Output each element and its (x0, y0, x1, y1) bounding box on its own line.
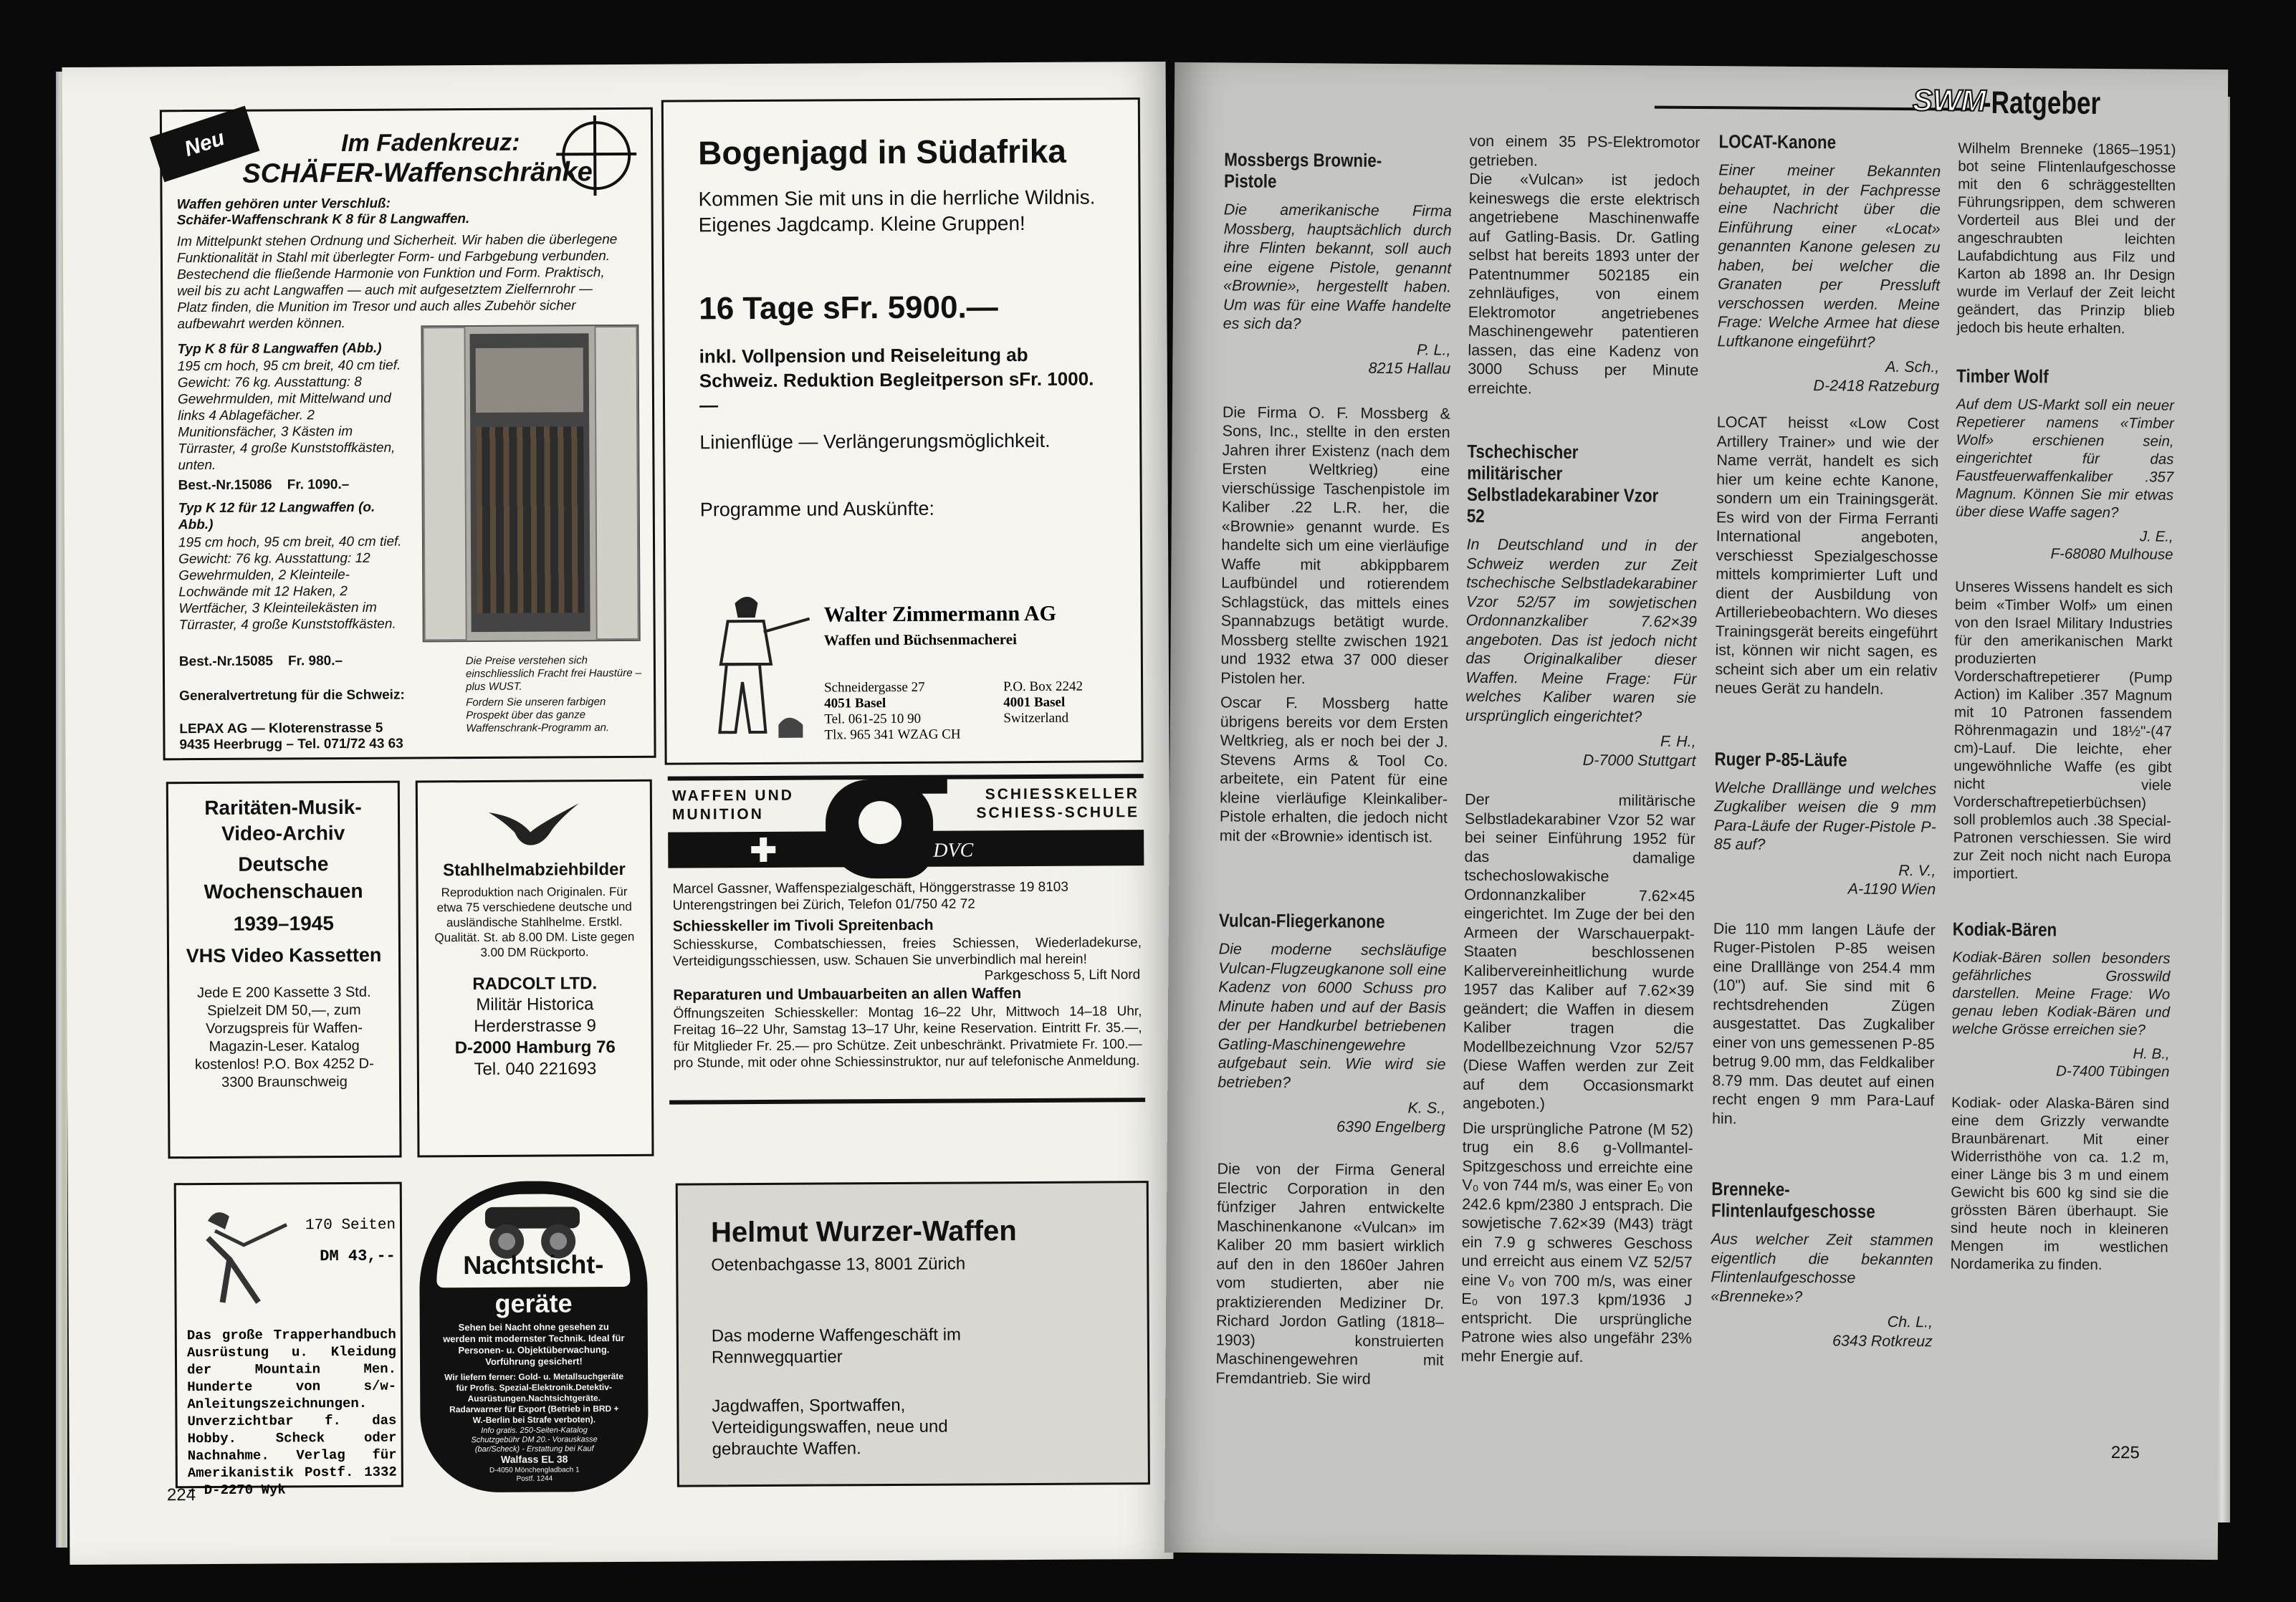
line1: Raritäten-Musik- (204, 795, 362, 820)
line4: Wochenschauen (204, 879, 363, 903)
signature-locat-2: D-2418 Ratzeburg (1813, 376, 1940, 395)
answer-mossberg-1: Die Firma O. F. Mossberg & Sons, Inc., stellte in den ersten Jahren ihrer Existenz (nach dem Ersten Weltkrieg) eine vierschüssige Taschenpistole im Kaliber .22 L.R. her, die «Brownie» genannt wurde. Es handelte sich um eine vierläufige Waffe mit abkippbarem Laufbündel und rotierendem Schlagstück, das mittels eines Spannabzugs betätigt wurde. Mossberg stellte zwischen 1921 und 1932 etwa 37 000 dieser Pistolen her. (1220, 403, 1450, 687)
ad-bogenjagd (661, 97, 1144, 764)
company-sub: Waffen und Büchsenmacherei (823, 630, 1017, 649)
answer-mossberg-2: Oscar F. Mossberg hatte übrigens bereits vor dem Ersten Weltkrieg, als er noch bei der J. Stevens Arms & Tool Co. arbeitete, ein Patent für eine kleine vierläufige Kleinkaliber-Pistole erhalten, die jedoch nicht mit der «Brownie» identisch ist. (1219, 694, 1449, 845)
left-page (62, 62, 1174, 1565)
answer-locat: LOCAT heisst «Low Cost Artillery Trainer» und wie der Name verrät, handelt es sich hier um keine echte Kanone, sondern um ein Trainingsgerät. Es wird von der Firma Ferranti International angeboten, verschiesst Spezialgeschosse mittels komprimierter Luft und dient der Ausbildung von Artilleriebeobachtern. Wo dieses Trainingsgerät bereits eingeführt ist, können wir nicht sagen, es scheint sich aber um ein relativ neues Gerät zu handeln. (1715, 413, 1939, 698)
ad-title: Bogenjagd in Südafrika (698, 132, 1067, 172)
ad-schaefer (160, 107, 656, 761)
page-number-left: 224 (166, 1485, 196, 1505)
ad-title-line2: SCHÄFER-Waffenschränke (242, 157, 593, 189)
section1-text: Schiesskurse, Combatschiessen, freies Schiessen, Wiederladekurse, Verteidigungsschiessen, usw. Schauen Sie unverbindlich mal herein! (672, 935, 1142, 969)
company-line2: Militär Historica (476, 994, 594, 1015)
ad-subtitle2: Schäfer-Waffenschrank K 8 für 8 Langwaffen. (176, 211, 470, 229)
company-line4: D-2000 Hamburg 76 (454, 1037, 616, 1058)
company-name: Walter Zimmermann AG (823, 601, 1057, 627)
k8-text: 195 cm hoch, 95 cm breit, 40 cm tief. Gewicht: 76 kg. Ausstattung: 8 Gewehrmulden, mit Mittelwand und links 4 Ablagefächer. 2 Munitionsfächer, 3 Kästen im Türraster, 4 große Kunststoffkästen, unten. (177, 358, 401, 474)
pages: 170 Seiten (305, 1217, 396, 1234)
ad-flights: Linienflüge — Verlängerungsmöglichkeit. (699, 429, 1051, 454)
line2: Video-Archiv (221, 821, 345, 845)
header-left1: WAFFEN UND (671, 787, 794, 805)
header-right1: SCHIESSKELLER (985, 785, 1139, 803)
gv-line2: LEPAX AG — Kloterenstrasse 5 (179, 720, 383, 737)
signature-vzor52-1: F. H., (1660, 732, 1696, 750)
heading-kodiak: Kodiak-Bären (1952, 918, 2057, 941)
signature-locat-1: A. Sch., (1885, 358, 1940, 376)
column-4 (1950, 140, 2176, 1280)
header-left2: MUNITION (671, 805, 764, 823)
addr-line1: Schneidergasse 27 (824, 679, 925, 696)
title-line1: Nachtsicht- (463, 1250, 604, 1280)
firm-address: D-4050 Mönchengladbach 1 Postf. 1244 (489, 1466, 580, 1483)
question-timberwolf: Auf dem US-Markt soll ein neuer Repetierer namens «Timber Wolf» erschienen sein, eingerichtet für das Faustfeuerwaffenkaliber .357 Magnum. Können Sie mir etwas über diese Waffe sagen? (1955, 395, 2175, 522)
gassner-logo: DVC (826, 780, 934, 879)
ad-intro: Im Mittelpunkt stehen Ordnung und Sicherheit. Wir haben die überlegene Funktionalität in Stahl mit überlegter Form- und Farbgebung verbunden. Bestechend die fließende Harmonie von Funktion und Form. Praktisch, weil bis zu acht Langwaffen — auch mit aufgesetztem Zielfernrohr — Platz finden, die Munition im Tresor und auch alles Zubehör sicher aufbewahrt werden können. (176, 231, 618, 332)
answer-brenneke: Wilhelm Brenneke (1865–1951) bot seine Flintenlaufgeschosse mit den 6 schräggestellten Führungsrippen, dem schweren Vorderteil aus Blei und der angeschraubten leichten Laufabdichtung aus Filz und Karton ab 1898 an. Ihr Design wurde im Verlauf der Zeit leicht geändert, das Prinzip blieb jedoch bis heute erhalten. (1956, 140, 2176, 337)
k12-title: Typ K 12 für 12 Langwaffen (o. Abb.) (178, 499, 376, 533)
addr-line4: Tlx. 965 341 WZAG CH (824, 726, 961, 743)
ad-gassner (668, 774, 1146, 1163)
signature-ruger-2: A-1190 Wien (1847, 880, 1936, 898)
eagle-icon (487, 800, 580, 847)
heading-ruger: Ruger P-85-Läufe (1714, 747, 1847, 770)
price-note: Die Preise verstehen sich einschliesslich Fracht frei Haustüre – plus WUST. (465, 654, 642, 694)
answer-ruger: Die 110 mm langen Läufe der Ruger-Pistolen P-85 weisen eine Dralllänge von 254.4 mm (10") auf. Sie sind mit 6 rechtsdrehenden Zügen ausgestattet. Das Zugkaliber einer von uns gemessenen P-85 betrug 9.00 mm, das Feldkaliber 8.79 mm. Das deutet auf einen recht engen 9 mm Para-Lauf hin. (1711, 919, 1936, 1127)
question-kodiak: Kodiak-Bären sollen besonders gefährliches Grosswild darstellen. Meine Frage: Wo genau leben Kodiak-Bären und welche Grösse erreichen sie? (1951, 949, 2171, 1039)
page-number-right: 225 (2110, 1443, 2140, 1463)
heading-locat: LOCAT-Kanone (1718, 130, 1837, 153)
body: Jede E 200 Kassette 3 Std. Spielzeit DM 50,—, zum Vorzugspreis für Waffen-Magazin-Leser. Katalog kostenlos! P.O. Box 4252 D-3300 Braunschweig (194, 984, 374, 1090)
po-line3: Switzerland (1003, 710, 1069, 726)
heading-vzor52: Tschechischer militärischer Selbstladekarabiner Vzor 52 (1466, 440, 1659, 527)
price: DM 43,-- (320, 1247, 396, 1266)
question-vulcan: Die moderne sechsläufige Vulcan-Flugzeugkanone soll eine Kadenz von 6000 Schuss pro Minute haben und auf der Basis der per Handkurbel betriebenen Gatling-Maschinengewehre aufgebaut sein. Wie wird sie betrieben? (1218, 940, 1447, 1091)
signature-brenneke-2: 6343 Rotkreuz (1832, 1331, 1933, 1350)
section1-place: Parkgeschoss 5, Lift Nord (984, 967, 1141, 984)
swm-logo: SWM (1912, 83, 1986, 117)
address: Oetenbachgasse 13, 8001 Zürich (711, 1254, 966, 1275)
company-line5: Tel. 040 221693 (474, 1059, 597, 1080)
catalog-note: Fordern Sie unseren farbigen Prospekt über das ganze Waffenschrank-Programm an. (466, 696, 610, 735)
trapper-illustration (186, 1194, 295, 1310)
addr-line3: Tel. 061-25 10 90 (824, 711, 922, 727)
line3: Deutsche (238, 853, 329, 876)
right-page (1164, 62, 2228, 1560)
text2: Jagdwaffen, Sportwaffen, Verteidigungswaffen, neue und gebrauchte Waffen. (712, 1395, 948, 1459)
po-line1: P.O. Box 2242 (1003, 678, 1083, 695)
gv-line3: 9435 Heerbrugg – Tel. 071/72 43 63 (179, 736, 403, 753)
answer-vzor52-2: Die ursprüngliche Patrone (M 52) trug ein 8.6 g-Vollmantel-Spitzgeschoss und erreichte eine V₀ von 744 m/s, was einer E₀ von 242.6 kpm/2380 J entsprach. Die sowjetische 7.62×39 (M43) trägt ein 7.9 g schweres Geschoss und erreicht aus einem VZ 52/57 eine V₀ von 700 m/s, was einer E₀ von 197.3 kpm/1936 J entspricht. Die ursprüngliche Patrone wies also ungefähr 23% mehr Energie auf. (1460, 1119, 1693, 1366)
signature-vulcan-1: K. S., (1407, 1099, 1446, 1117)
ad-price: 16 Tage sFr. 5900.— (699, 289, 998, 327)
body: Reproduktion nach Originalen. Für etwa 75 verschiedene deutsche und ausländische Stahlhelme. Erstkl. Qualität. St. ab 8.00 DM. Liste gegen 3.00 DM Rückporto. (434, 884, 635, 960)
signature-vzor52-2: D-7000 Stuttgart (1582, 751, 1696, 769)
question-mossberg: Die amerikanische Firma Mossberg, hauptsächlich durch ihre Flinten bekannt, soll auch eine eigene Pistole, genannt «Brownie», hergestellt haben. Um was für eine Waffe handelte es sich da? (1223, 201, 1452, 333)
line6: VHS Video Kassetten (186, 944, 382, 967)
text: Sehen bei Nacht ohne gesehen zu werden mit modernster Technik. Ideal für Personen- u. Objektüberwachung. Vorführung gesichert! (443, 1321, 625, 1367)
heading-brenneke: Brenneke-Flintenlaufgeschosse (1711, 1178, 1875, 1222)
signature-kodiak-1: H. B., (2133, 1045, 2170, 1063)
column-1 (1215, 148, 1452, 1394)
list: Wir liefern ferner: Gold- u. Metallsuchgeräte für Profis. Spezial-Elektronik.Detektiv-Ausrüstungen.Nachtsichtgeräte. Radarwarner für Export (Betrieb in BRD + W.-Berlin bei Strafe verboten). (444, 1371, 624, 1426)
k8-title: Typ K 8 für 8 Langwaffen (Abb.) (177, 340, 382, 358)
title-line2: geräte (494, 1288, 573, 1318)
signature-timberwolf-2: F-68080 Mulhouse (2050, 545, 2173, 563)
signature-mossberg-2: 8215 Hallau (1368, 359, 1451, 378)
ad-intro: Kommen Sie mit uns in die herrliche Wildnis. Eigenes Jagdcamp. Kleine Gruppen! (698, 186, 1096, 236)
section1-title: Schiesskeller im Tivoli Spreitenbach (672, 916, 934, 935)
signature-brenneke-1: Ch. L., (1887, 1313, 1933, 1331)
ad-wurzer (676, 1181, 1150, 1487)
question-ruger: Welche Dralllänge und welches Zugkaliber weisen die 9 mm Para-Läufe der Ruger-Pistole P-85 auf? (1713, 778, 1937, 853)
gv-line1: Generalvertretung für die Schweiz: (179, 687, 405, 704)
firm: Walfass EL 38 (500, 1453, 568, 1465)
answer-vulcan-2: Die «Vulcan» ist jedoch keineswegs die erste elektrisch angetriebene Maschinenwaffe auf Gatling-Basis. Dr. Gatling selbst hat bereits 1893 unter der Patentnummer 502185 ein zehnläufiges, von einem Elektromotor angetriebenes Maschinengewehr patentieren lassen, das eine Kadenz von 3000 Schuss per Minute erreichte. (1468, 170, 1701, 397)
ad-info: Programme und Auskünfte: (699, 497, 935, 521)
header-right2: SCHIESS-SCHULE (976, 804, 1140, 822)
answer-kodiak: Kodiak- oder Alaska-Bären sind eine dem Grizzly verwandte Braunbärenart. Mit einer Widerristhöhe von ca. 1.2 m, einer Länge bis 3 m und einem Gewicht bis 600 kg sind sie die grössten Bären überhaupt. Sie sind heute noch in kleineren Mengen im westlichen Nordamerika zu finden. (1950, 1094, 2170, 1273)
section2-text: Öffnungszeiten Schiesskeller: Montag 16–22 Uhr, Mittwoch 14–18 Uhr, Freitag 16–22 Uhr, Samstag 13–17 Uhr, keine Reservation. Eintritt Fr. 35.—, für Mitglieder Fr. 25.— pro Schütze. Zeit unbeschränkt. Privatmiete Fr. 100.— pro Stunde, mit oder ohne Schiessinstruktor, nur auf telefonische Anmeldung. (673, 1004, 1142, 1071)
po-line2: 4001 Basel (1003, 694, 1066, 711)
answer-vulcan-cont: von einem 35 PS-Elektromotor getrieben. (1469, 132, 1701, 169)
k12-text: 195 cm hoch, 95 cm breit, 40 cm tief. Gewicht: 76 kg. Ausstattung: 12 Gewehrmulden, 2 Kleinteile-Lochwände mit 12 Haken, 2 Wertfächer, 3 Kleinteilekästen im Türraster, 4 große Kunststoffkästen. (178, 534, 402, 633)
column-2 (1461, 132, 1701, 1373)
ad-details: inkl. Vollpension und Reiseleitung ab Schweiz. Reduktion Begleitperson sFr. 1000.— (699, 343, 1094, 416)
ratgeber-banner (1913, 75, 2185, 127)
banner-title: -Ratgeber (1982, 85, 2101, 121)
k12-order: Best.-Nr.15085 Fr. 980.– (178, 653, 343, 670)
company: RADCOLT LTD. (472, 974, 598, 994)
section2-title: Reparaturen und Umbauarbeiten an allen Waffen (673, 985, 1022, 1004)
catalog: Info gratis. 250-Seiten-Katalog Schutzgebühr DM 20.- Vorauskasse (bar/Scheck) - Erstattung bei Kauf (471, 1426, 598, 1454)
answer-timberwolf: Unseres Wissens handelt es sich beim «Timber Wolf» um einen von den Israel Military Industries für den amerikanischen Markt produzierten Vorderschaftrepetierer (Pump Action) im Kaliber .357 Magnum mit 10 Patronen fassendem Röhrenmagazin und 18½"-(47 cm)-Lauf. Die leichte, eher ungewöhnliche Waffe (es gibt nicht viele Vorderschaftrepetierbüchsen) soll problemlos auch .38 Special-Patronen verschiessen. Sie wird zur Zeit noch nicht nach Europa importiert. (1953, 578, 2173, 883)
question-brenneke: Aus welcher Zeit stammen eigentlich die bekannten Flintenlaufgeschosse «Brenneke»? (1711, 1230, 1933, 1305)
ad-subtitle1: Waffen gehören unter Verschluß: (176, 196, 391, 213)
addr-line2: 4051 Basel (824, 696, 886, 711)
ad-nachtsicht (419, 1181, 649, 1493)
heading-mossberg: Mossbergs Brownie-Pistole (1224, 148, 1382, 192)
cross-icon (751, 838, 775, 862)
question-locat: Einer meiner Bekannten behauptet, in der Fachpresse eine Nachricht über die Einführung einer «Locat» genannten Kanone gelesen zu haben, bei welcher die Granaten per Pressluft verschossen werden. Meine Frage: Welche Armee hat diese Luftkanone eingeführt? (1717, 161, 1941, 351)
signature-timberwolf-1: J. E., (2139, 528, 2173, 545)
ad-title-line1: Im Fadenkreuz: (340, 128, 520, 158)
ad-stahlhelm (416, 780, 654, 1158)
k8-order: Best.-Nr.15086 Fr. 1090.– (178, 476, 350, 494)
line5: 1939–1945 (233, 912, 334, 935)
new-badge: Neu (150, 106, 260, 183)
answer-vulcan: Die von der Firma General Electric Corporation in den fünfziger Jahren entwickelte Maschinenkanone «Vulcan» im Kaliber 20 mm basiert wirklich auf den in den 1860er Jahren vom studierten, aber nie praktizierenden Mediziner Dr. Richard Jordon Gatling (1818–1903) konstruierten Maschinengewehren mit Fremdantrieb. Sie wird (1215, 1160, 1445, 1388)
heading-timberwolf: Timber Wolf (1956, 365, 2049, 388)
heading-vulcan: Vulcan-Fliegerkanone (1218, 909, 1385, 932)
title: Helmut Wurzer-Waffen (710, 1215, 1017, 1249)
signature-ruger-1: R. V., (1898, 861, 1936, 879)
signature-vulcan-2: 6390 Engelberg (1336, 1118, 1445, 1136)
answer-vzor52-1: Der militärische Selbstladekarabiner Vzor 52 war bei seiner Einführung 1952 für das damalige tschechoslowakische Ordonnanzkaliber 7.62×45 eingerichtet. Im Zuge der bei den Armeen der Warschauerpakt-Staaten beschlossenen Kalibervereinheitlichung wurde 1957 das Kaliber auf 7.62×39 geändert; die Waffen in diesem Kaliber tragen die Modellbezeichnung Vzor 52/57 (Diese Waffen werden zur Zeit auf dem Occasionsmarkt angeboten.) (1463, 790, 1696, 1113)
title: Stahlhelmabziehbilder (442, 859, 626, 881)
gun-cabinet-image (421, 325, 640, 643)
signature-kodiak-2: D-7400 Tübingen (2055, 1063, 2170, 1080)
column-3 (1711, 130, 1941, 1351)
company-line3: Herderstrasse 9 (474, 1016, 596, 1037)
question-vzor52: In Deutschland und in der Schweiz werden zur Zeit tschechische Selbstladekarabiner Vzor 52/57 im sowjetischen Ordonnanzkaliber 7.62×39 angeboten. Das ist jedoch nicht das Originalkaliber dieser Waffen. Meine Frage: Für welches Kaliber waren sie ursprünglich eingerichtet? (1465, 535, 1698, 725)
text1: Das moderne Waffengeschäft im Rennwegquartier (711, 1325, 962, 1368)
signature-mossberg-1: P. L., (1416, 340, 1451, 359)
body: Das große Trapperhandbuch Ausrüstung u. Kleidung der Mountain Men. Hunderte von s/w-Anleitungszeichnungen. Unverzichtbar f. das Hobby. Scheck oder Nachnahme. Verlag für Amerikanistik Postf. 1332 – D-2270 Wyk (186, 1326, 397, 1499)
address: Marcel Gassner, Waffenspezialgeschäft, Hönggerstrasse 19 8103 Unterengstringen bei Zürich, Telefon 01/750 42 72 (672, 879, 1068, 913)
hunter-illustration (692, 582, 814, 747)
ad-raritaeten (166, 781, 402, 1159)
